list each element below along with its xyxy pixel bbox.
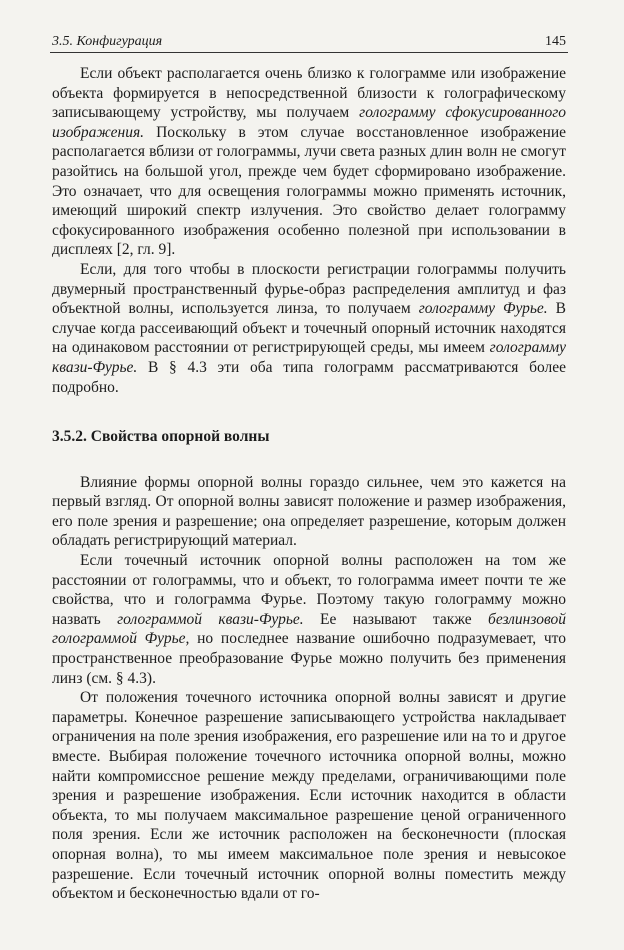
running-header — [50, 34, 568, 53]
paragraph-5: От положения точечного источника опорной волны зависят и другие параметры. Конечное разрешение записывающего устройства накладывает ограничения на поле зрения изображения, его разрешение или на то и другое вместе. Выбирая положение точечного источника опорной волны, можно найти компромиссное решение между пределами, ограничивающими поле зрения и разрешение изображения. Если источник находится в области объекта, то мы получаем максимальное разрешение ценой ограниченного поля зрения. Если же источник расположен на бесконечности (плоская опорная волна), то мы имеем максимальное поле зрения и невысокое разрешение. Если точечный источник опорной волны поместить между объектом и бесконечностью вдали от го- — [52, 689, 566, 903]
paragraph-2: Если, для того чтобы в плоскости регистрации голограммы получить двумерный пространственный фурье-образ распределения амплитуд и фаз объектной волны, используется линза, то получаем голограмму Фурье. В случае когда рассеивающий объект и точечный опорный источник находятся на одинаковом расстоянии от регистрирующей среды, мы имеем голограмму квази-Фурье. В § 4.3 эти оба типа голограмм рассматриваются более подробно. — [52, 260, 566, 396]
term-fourier-hologram: голограмму Фурье. — [418, 300, 548, 318]
term-quasi-fourier-hologram: голограмму квази-Фурье. — [52, 339, 566, 376]
paragraph-3: Влияние формы опорной волны гораздо сильнее, чем это кажется на первый взгляд. От опорной волны зависят положение и размер изображения, его поле зрения и разрешение; она определяет разрешение, которым должен обладать регистрирующий материал. — [52, 473, 566, 550]
term-focused-image-hologram: голограмму сфокусированного изображения. — [52, 104, 567, 141]
term-quasi-fourier: голограммой квази-Фурье. — [117, 610, 304, 628]
paragraph-4: Если точечный источник опорной волны расположен на том же расстоянии от голограммы, что и объект, то голограмма имеет почти те же свойства, что и голограмма Фурье. Поэтому такую голограмму можно назвать голограммой квази-Фурье. Ее называют также безлинзовой голограммой Фурье, но последнее название ошибочно подразумевает, что пространственное преобразование Фурье можно получить без применения линз (см. § 4.3). — [52, 552, 567, 687]
term-lensless-fourier: безлинзовой голограммой Фурье, — [52, 610, 566, 648]
paragraph-1: Если объект располагается очень близко к голограмме или изображение объекта формируется в непосредственной близости к голографическому записывающему устройству, мы получаем голограмму сфокусированного изображения. Поскольку в этом случае восстановленное изображение располагается вблизи от голограммы, лучи света разных длин волн не смогут разойтись на большой угол, прежде чем будет сформировано изображение. Это означает, что для освещения голограммы можно применять источник, имеющий широкий спектр излучения. Это свойство делает голограмму сфокусированного изображения особенно полезной при использовании в дисплеях [2, гл. 9]. — [52, 65, 567, 259]
page-number: 145 — [545, 34, 566, 49]
section-title: 3.5. Конфигурация — [52, 34, 163, 49]
body-text — [52, 64, 566, 904]
subsection-heading: 3.5.2. Свойства опорной волны — [52, 428, 270, 446]
